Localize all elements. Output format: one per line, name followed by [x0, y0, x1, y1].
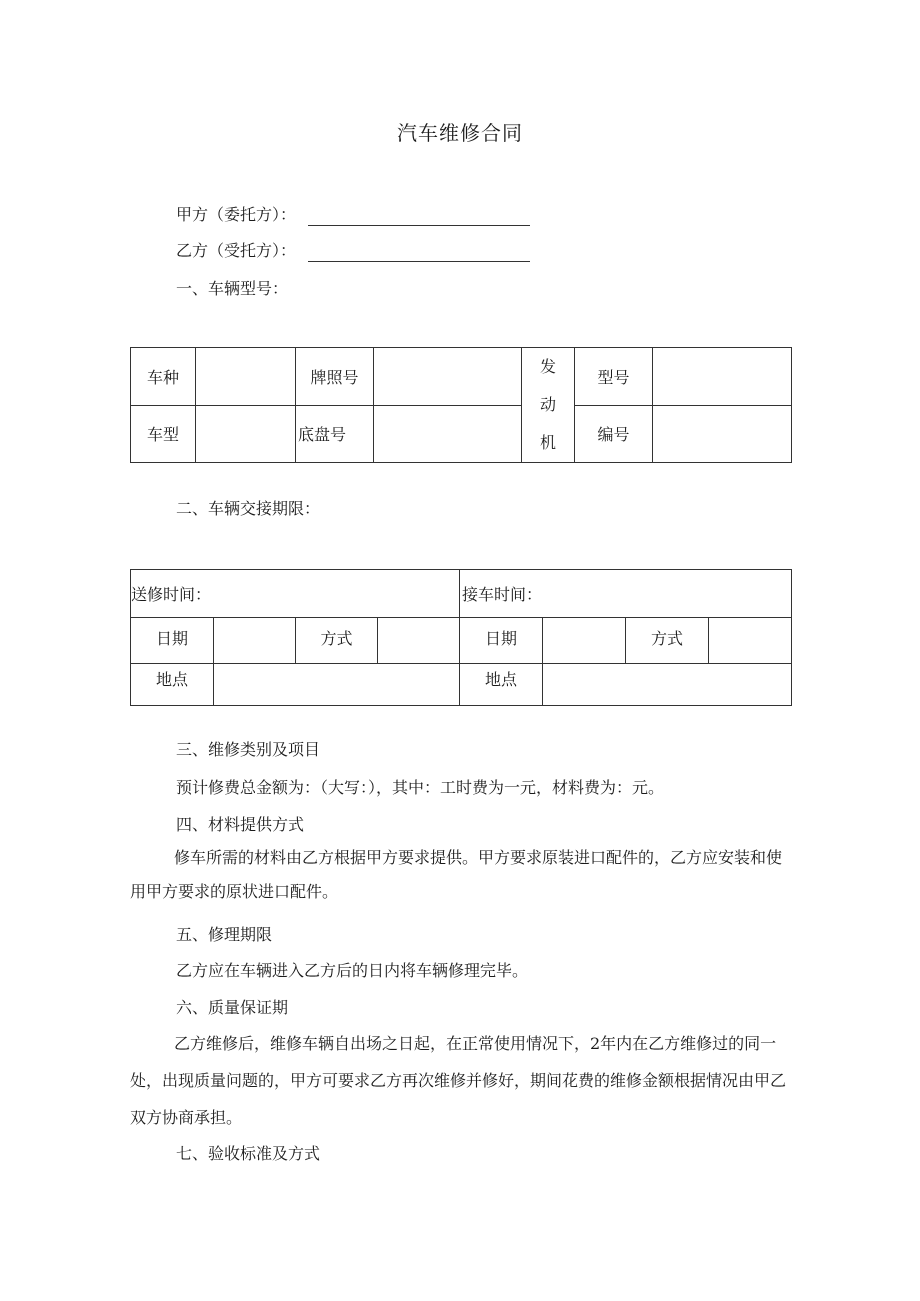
pick-date-label: 日期 [460, 618, 543, 664]
pick-place-label: 地点 [460, 664, 543, 706]
model-no-value[interactable] [653, 348, 792, 406]
car-model-label: 车型 [131, 405, 196, 463]
section-3-heading: 三、维修类别及项目 [176, 740, 321, 759]
plate-value[interactable] [374, 348, 522, 406]
section-4-heading: 四、材料提供方式 [176, 815, 305, 834]
serial-value[interactable] [653, 405, 792, 463]
document-title: 汽车维修合同 [397, 121, 523, 145]
pick-date-value[interactable] [543, 618, 626, 664]
send-method-value[interactable] [378, 618, 460, 664]
chassis-label: 底盘号 [296, 405, 374, 463]
vehicle-info-table [130, 347, 792, 463]
party-a-blank[interactable] [308, 207, 530, 226]
section-5-text: 乙方应在车辆进入乙方后的日内将车辆修理完毕。 [176, 961, 529, 980]
engine-char-3: 机 [539, 433, 556, 452]
engine-char-1: 发 [539, 357, 556, 376]
section-2-heading: 二、车辆交接期限： [176, 499, 321, 518]
send-place-label: 地点 [131, 664, 214, 706]
section-6-text: 乙方维修后，维修车辆自出场之日起，在正常使用情况下，2年内在乙方维修过的同一处，出现质量问题的，甲方可要求乙方再次维修并修好，期间花费的维修金额根据情况由甲乙双方协商承担。 [130, 1034, 787, 1127]
section-1-heading: 一、车辆型号： [176, 279, 289, 298]
plate-label: 牌照号 [296, 348, 374, 406]
send-date-value[interactable] [214, 618, 296, 664]
car-kind-value[interactable] [196, 348, 296, 406]
section-7-heading: 七、验收标准及方式 [176, 1144, 321, 1163]
party-b-label: 乙方（受托方）： [176, 241, 297, 260]
party-a-label: 甲方（委托方）： [176, 205, 297, 224]
engine-char-2: 动 [539, 395, 556, 414]
pick-place-value[interactable] [543, 664, 792, 706]
pick-time-label: 接车时间： [460, 570, 792, 618]
section-3-text: 预计修费总金额为：（大写：），其中：工时费为一元，材料费为：元。 [176, 778, 665, 797]
handover-table [130, 569, 792, 706]
send-date-label: 日期 [131, 618, 214, 664]
send-method-label: 方式 [296, 618, 378, 664]
party-b-line [176, 240, 530, 262]
model-no-label: 型号 [575, 348, 653, 406]
section-5-heading: 五、修理期限 [176, 925, 273, 944]
party-a-line [176, 204, 530, 226]
section-6-heading: 六、质量保证期 [176, 998, 289, 1017]
party-b-blank[interactable] [308, 243, 530, 262]
send-time-label: 送修时间： [131, 570, 460, 618]
section-4-text: 修车所需的材料由乙方根据甲方要求提供。甲方要求原装进口配件的，乙方应安装和使用甲方要求的原状进口配件。 [130, 848, 783, 901]
car-model-value[interactable] [196, 405, 296, 463]
serial-label: 编号 [575, 405, 653, 463]
pick-method-label: 方式 [626, 618, 709, 664]
pick-method-value[interactable] [709, 618, 792, 664]
send-place-value[interactable] [214, 664, 460, 706]
engine-label [522, 348, 575, 463]
car-kind-label: 车种 [131, 348, 196, 406]
chassis-value[interactable] [374, 405, 522, 463]
